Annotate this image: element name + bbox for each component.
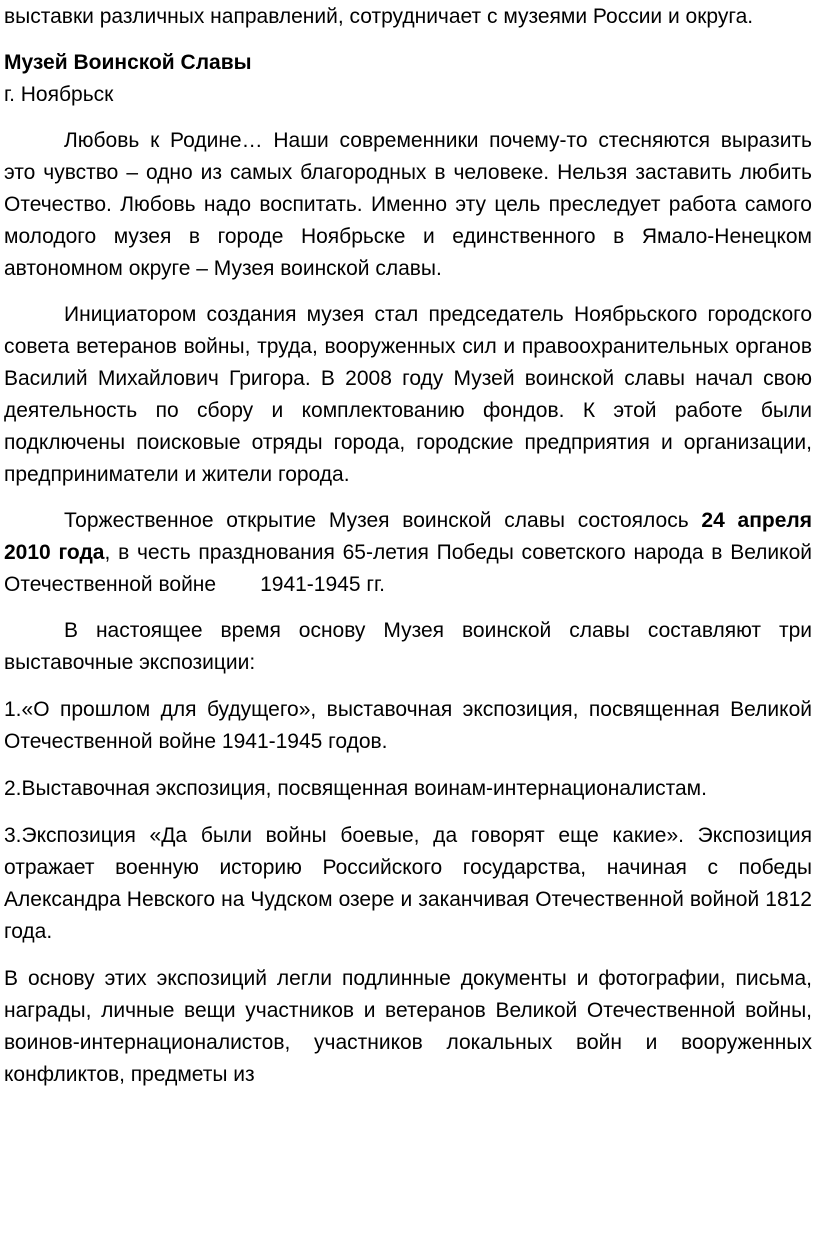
list-item-2: 2.Выставочная экспозиция, посвященная воинам-интернационалистам. bbox=[4, 777, 707, 800]
paragraph-4: В настоящее время основу Музея воинской славы составляют три выставочные экспозиции: bbox=[4, 619, 812, 674]
city-label: г. Ноябрьск bbox=[4, 83, 114, 106]
paragraph-3-middle: , в честь празднования 65-летия Победы советского народа в Великой Отечественной войне bbox=[4, 541, 812, 596]
war-years: 1941-1945 гг. bbox=[260, 573, 385, 596]
opening-date: 24 апреля 2010 года bbox=[4, 509, 812, 564]
intro-continuation: выставки различных направлений, сотрудничает с музеями России и округа. bbox=[4, 5, 754, 28]
paragraph-5: В основу этих экспозиций легли подлинные документы и фотографии, письма, награды, личные вещи участников и ветеранов Великой Отечественной войны, воинов-интернационалистов, участников локальных войн и вооруженных конфликтов, предметы из bbox=[4, 967, 812, 1086]
document-page bbox=[4, 0, 812, 1091]
paragraph-3 bbox=[4, 505, 812, 601]
list-item-1: 1.«О прошлом для будущего», выставочная экспозиция, посвященная Великой Отечественной войне 1941-1945 годов. bbox=[4, 698, 812, 753]
list-item-3: 3.Экспозиция «Да были войны боевые, да говорят еще какие». Экспозиция отражает военную историю Российского государства, начиная с победы Александра Невского на Чудском озере и заканчивая Отечественной войной 1812 года. bbox=[4, 824, 812, 943]
paragraph-2: Инициатором создания музея стал председатель Ноябрьского городского совета ветеранов войны, труда, вооруженных сил и правоохранительных органов Василий Михайлович Григора. В 2008 году Музей воинской славы начал свою деятельность по сбору и комплектованию фондов. К этой работе были подключены поисковые отряды города, городские предприятия и организации, предприниматели и жители города. bbox=[4, 303, 812, 486]
museum-title: Музей Воинской Славы bbox=[4, 51, 252, 74]
paragraph-1: Любовь к Родине… Наши современники почему-то стесняются выразить это чувство – одно из самых благородных в человеке. Нельзя заставить любить Отечество. Любовь надо воспитать. Именно эту цель преследует работа самого молодого музея в городе Ноябрьске и единственного в Ямало-Ненецком автономном округе – Музея воинской славы. bbox=[4, 129, 812, 280]
paragraph-3-start: Торжественное открытие Музея воинской славы состоялось bbox=[64, 509, 702, 532]
